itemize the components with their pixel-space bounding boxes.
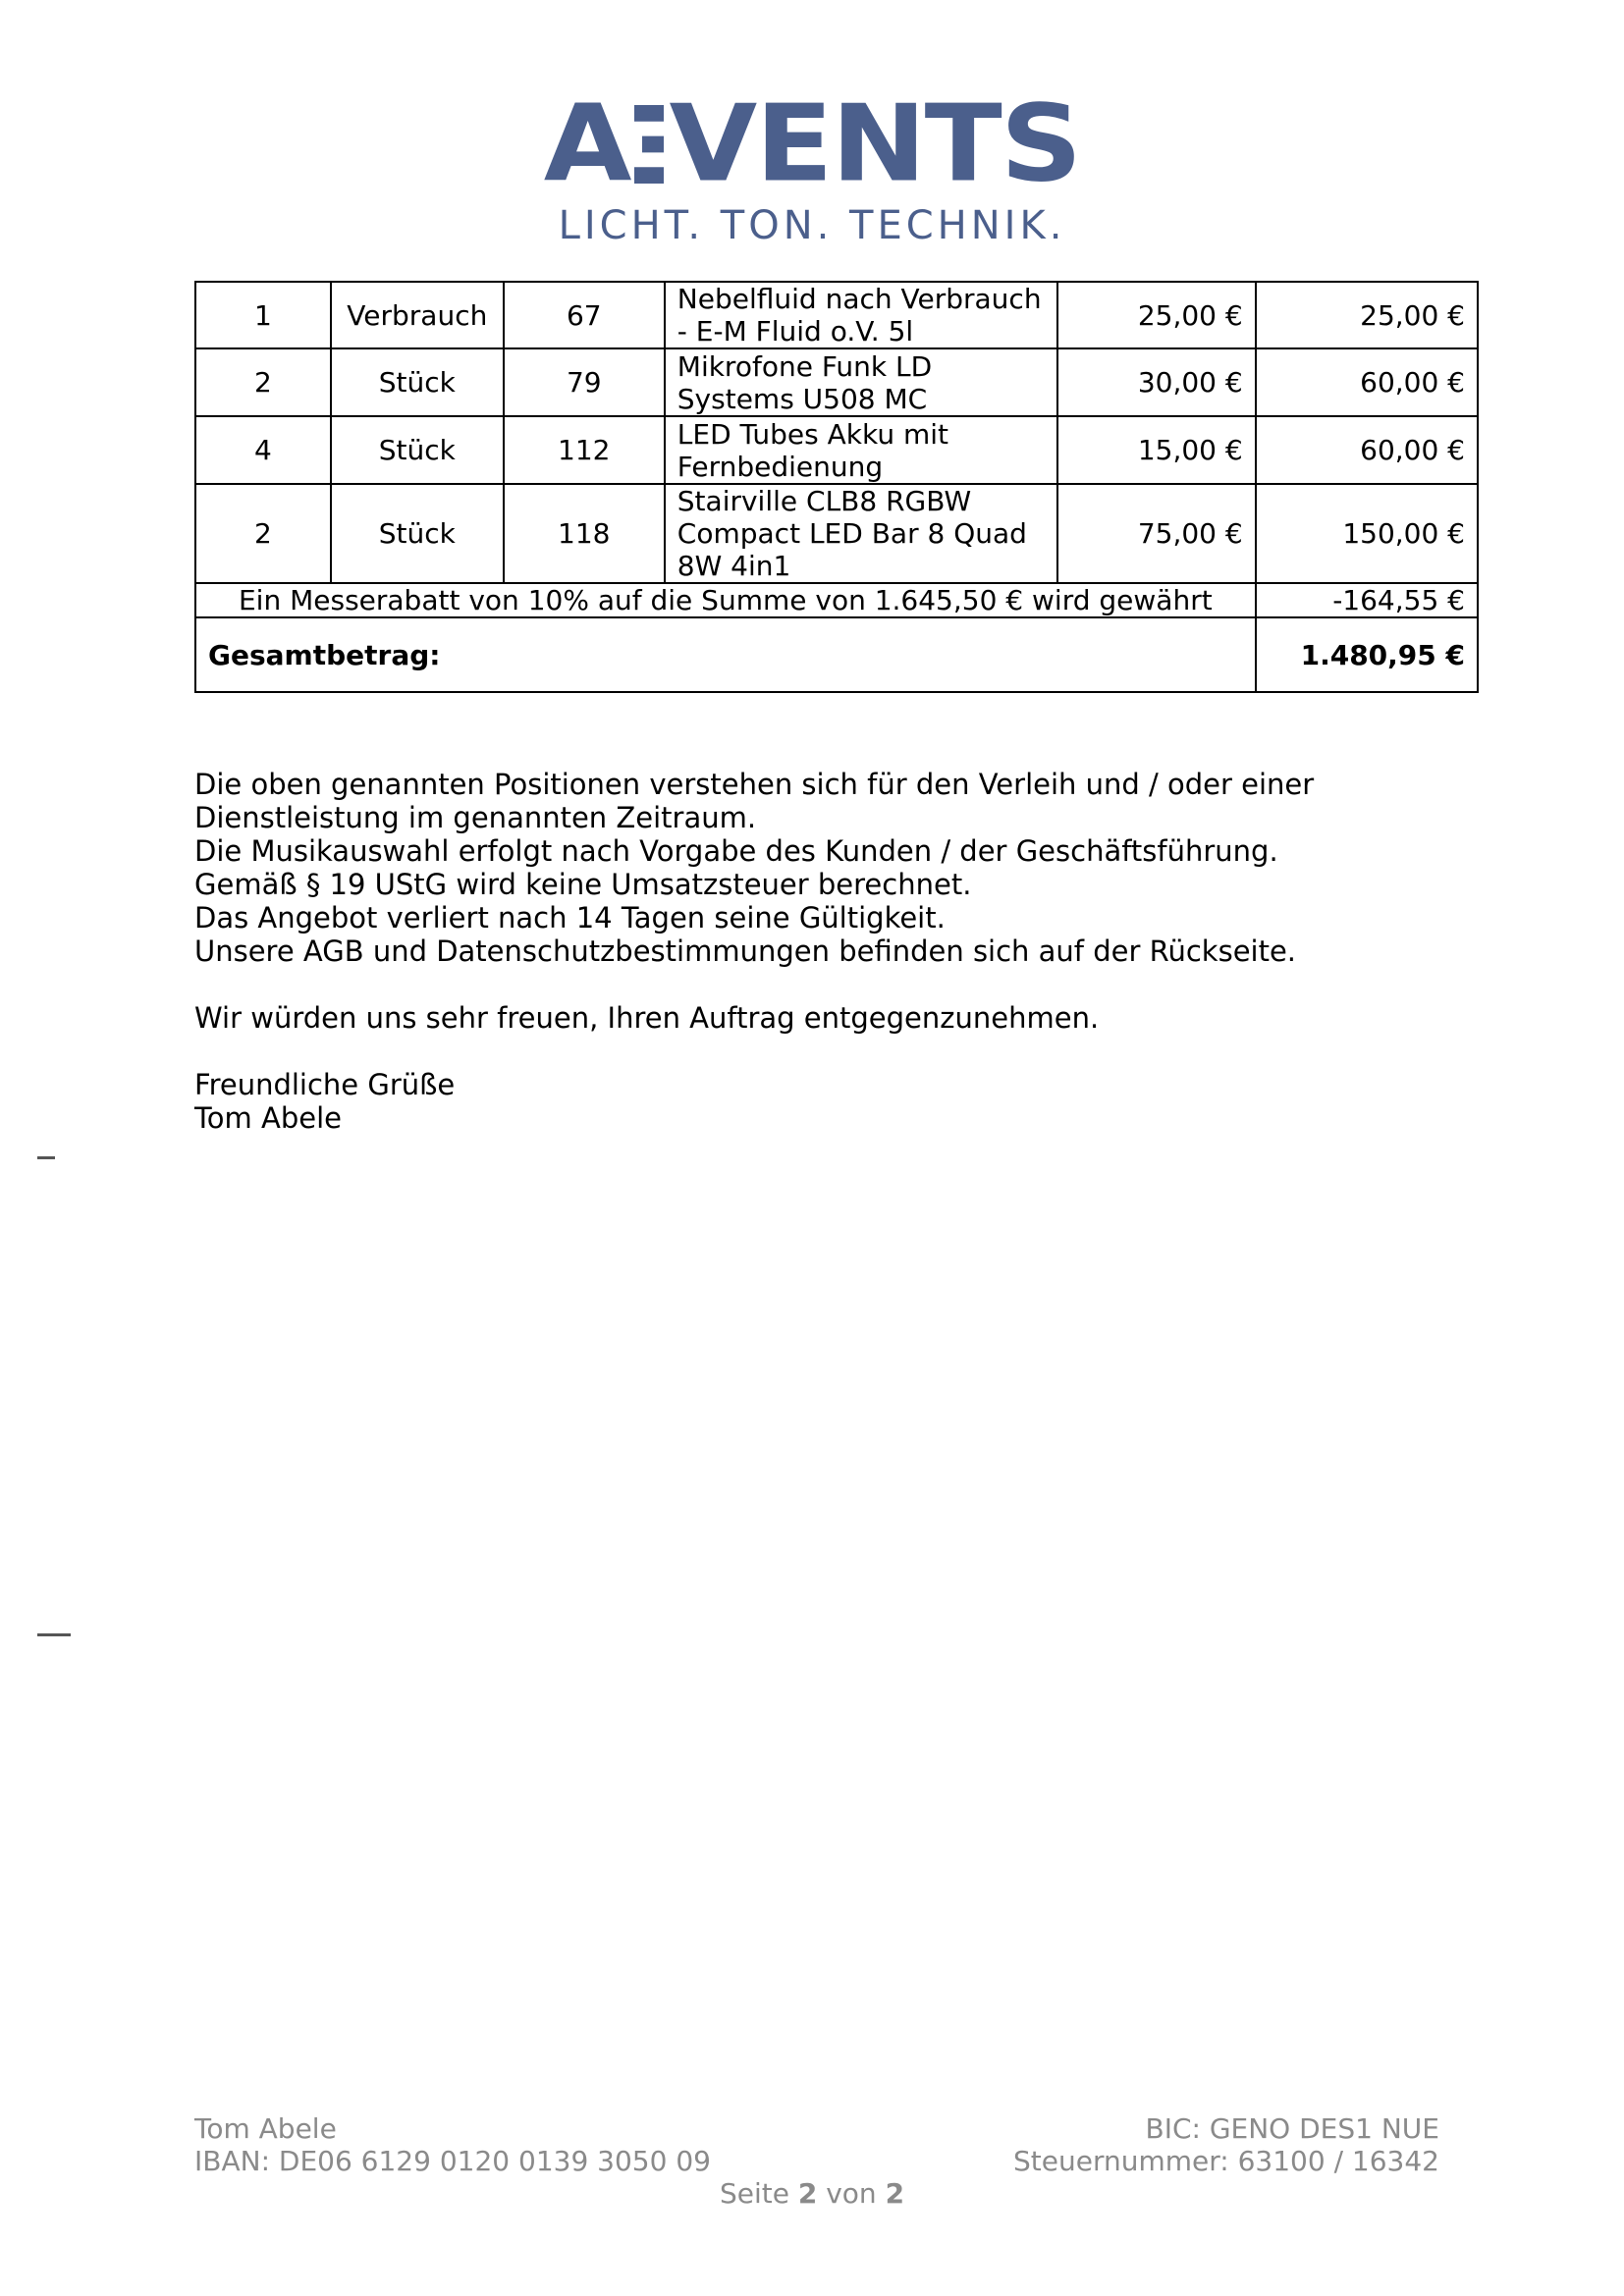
description-cell: LED Tubes Akku mit Fernbedienung (665, 416, 1057, 484)
table-row (195, 416, 1478, 484)
greeting: Freundliche Grüße (194, 1068, 456, 1101)
footer-right (1013, 2112, 1439, 2177)
line-total-cell: 25,00 € (1256, 282, 1478, 348)
page-of: von (826, 2177, 877, 2210)
fold-mark-middle (37, 1633, 71, 1636)
unit-cell: Stück (331, 348, 504, 416)
qty-cell: 2 (195, 348, 331, 416)
discount-value: -164,55 € (1256, 583, 1478, 617)
description-cell: Stairville CLB8 RGBW Compact LED Bar 8 Quad 8W 4in1 (665, 484, 1057, 583)
body-text (194, 768, 1422, 1135)
footer-iban: IBAN: DE06 6129 0120 0139 3050 09 (194, 2145, 711, 2177)
closing-sentence: Wir würden uns sehr freuen, Ihren Auftrag entgegenzunehmen. (194, 1001, 1100, 1035)
page-word: Seite (719, 2177, 789, 2210)
signer-name: Tom Abele (194, 1101, 342, 1135)
item-number-cell: 112 (504, 416, 665, 484)
logo-letters-vents: VENTS (669, 81, 1081, 206)
body-line: Die oben genannten Positionen verstehen sich für den Verleih und / oder einer (194, 768, 1315, 801)
total-label: Gesamtbetrag: (195, 617, 1256, 692)
body-line: Die Musikauswahl erfolgt nach Vorgabe des Kunden / der Geschäftsführung. (194, 834, 1278, 868)
line-total-cell: 60,00 € (1256, 348, 1478, 416)
logo-tagline: LICHT. TON. TECHNIK. (558, 203, 1066, 248)
footer-bic: BIC: GENO DES1 NUE (1145, 2112, 1439, 2145)
body-line: Dienstleistung im genannten Zeitraum. (194, 801, 757, 834)
total-value: 1.480,95 € (1256, 617, 1478, 692)
discount-row (195, 583, 1478, 617)
company-logo (0, 81, 1624, 248)
item-number-cell: 79 (504, 348, 665, 416)
total-row (195, 617, 1478, 692)
unit-price-cell: 15,00 € (1057, 416, 1256, 484)
items-table (194, 281, 1479, 693)
unit-cell: Stück (331, 484, 504, 583)
unit-cell: Stück (331, 416, 504, 484)
page-current: 2 (797, 2177, 818, 2210)
body-line: Gemäß § 19 UStG wird keine Umsatzsteuer berechnet. (194, 868, 972, 901)
item-number-cell: 118 (504, 484, 665, 583)
table-row (195, 484, 1478, 583)
description-cell: Mikrofone Funk LD Systems U508 MC (665, 348, 1057, 416)
qty-cell: 1 (195, 282, 331, 348)
footer-name: Tom Abele (194, 2112, 337, 2145)
page-number (0, 2177, 1624, 2210)
fold-mark-top (37, 1156, 55, 1159)
item-number-cell: 67 (504, 282, 665, 348)
description-cell: Nebelfluid nach Verbrauch - E-M Fluid o.V. 5l (665, 282, 1057, 348)
table-row (195, 282, 1478, 348)
qty-cell: 2 (195, 484, 331, 583)
footer-tax-number: Steuernummer: 63100 / 16342 (1013, 2145, 1439, 2177)
footer-left (194, 2112, 711, 2177)
unit-price-cell: 30,00 € (1057, 348, 1256, 416)
line-total-cell: 150,00 € (1256, 484, 1478, 583)
body-line: Unsere AGB und Datenschutzbestimmungen befinden sich auf der Rückseite. (194, 934, 1297, 968)
discount-text: Ein Messerabatt von 10% auf die Summe von 1.645,50 € wird gewährt (195, 583, 1256, 617)
qty-cell: 4 (195, 416, 331, 484)
logo-wordmark (543, 81, 1081, 206)
unit-price-cell: 25,00 € (1057, 282, 1256, 348)
body-line: Das Angebot verliert nach 14 Tagen seine Gültigkeit. (194, 901, 946, 934)
logo-b-bars-icon (634, 105, 664, 184)
table-row (195, 348, 1478, 416)
logo-letter-a: A (543, 81, 630, 206)
unit-price-cell: 75,00 € (1057, 484, 1256, 583)
page-total: 2 (885, 2177, 905, 2210)
unit-cell: Verbrauch (331, 282, 504, 348)
line-total-cell: 60,00 € (1256, 416, 1478, 484)
